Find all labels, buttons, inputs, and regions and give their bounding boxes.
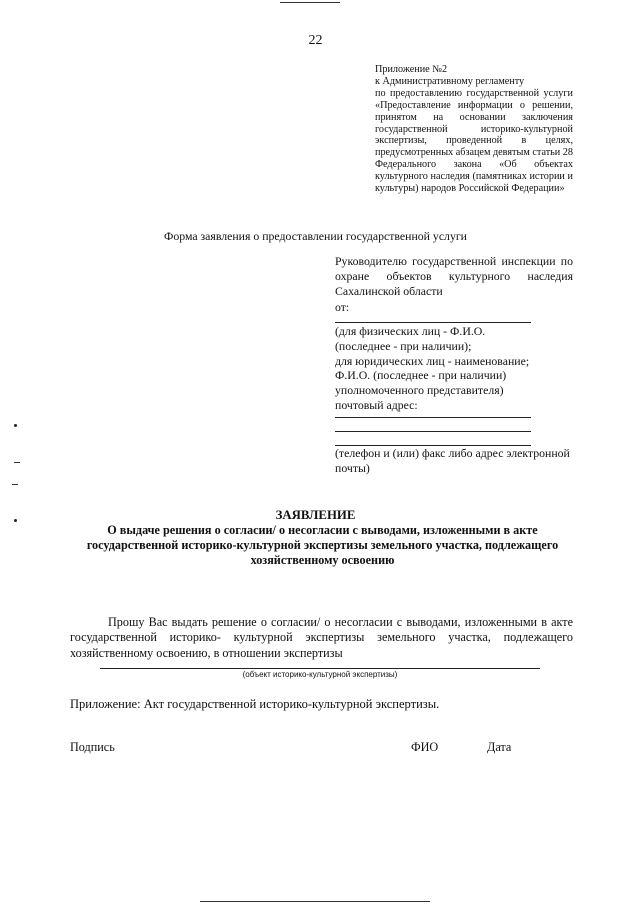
- from-label: от:: [335, 299, 350, 314]
- applicant-hint-line: уполномоченного представителя): [335, 383, 504, 398]
- applicant-hint-line: (последнее - при наличии);: [335, 338, 472, 353]
- object-line: [100, 668, 540, 669]
- request-text: Прошу Вас выдать решение о согласии/ о несогласии с выводами, изложенными в акте государственной историко- культурной экспертизы земельного участка, подлежащего хозяйственному освоению, в отношении экспертизы: [70, 615, 573, 660]
- postal-label: почтовый адрес:: [335, 397, 418, 412]
- address-line: [335, 417, 531, 418]
- scan-mark: [200, 901, 430, 902]
- appendix-line-1: к Административному регламенту: [375, 75, 525, 87]
- scan-mark: [14, 424, 17, 427]
- date-label: Дата: [487, 740, 512, 754]
- object-caption: (объект историко-культурной экспертизы): [242, 670, 398, 679]
- applicant-hint-line: (для физических лиц - Ф.И.О.: [335, 324, 486, 338]
- scan-mark: [12, 484, 18, 485]
- from-line: [335, 322, 531, 323]
- scan-mark: [14, 519, 17, 522]
- page-number: 22: [308, 33, 323, 48]
- appendix-line-2: по предоставлению государственной услуги «Предоставление информации о решении, принятом на основании заключения государственной историко-культурной экспертизы, проведенной в целях, предусмотренных абзацем девятым статьи 28 Федерального закона «Об объектах культурного наследия (памятниках истории и культуры) народов Российской Федерации»: [375, 87, 573, 195]
- scan-mark: [280, 2, 340, 3]
- applicant-hint: [335, 324, 573, 413]
- contact-hint: (телефон и (или) факс либо адрес электронной почты): [335, 446, 570, 475]
- statement-subtitle: О выдаче решения о согласии/ о несогласии с выводами, изложенными в акте государственной историко-культурной экспертизы земельного участка, подлежащего хозяйственному освоению: [86, 523, 559, 567]
- signature-label: Подпись: [70, 740, 115, 754]
- attachment-text: Приложение: Акт государственной историко-культурной экспертизы.: [70, 697, 440, 711]
- appendix-block: [375, 64, 573, 195]
- recipient-text: Руководителю государственной инспекции по охране объектов культурного наследия Сахалинской области: [335, 254, 573, 299]
- applicant-hint-line: Ф.И.О. (последнее - при наличии): [335, 368, 507, 383]
- request-paragraph: [70, 615, 573, 661]
- form-title: Форма заявления о предоставлении государственной услуги: [164, 229, 467, 243]
- address-line: [335, 431, 531, 432]
- applicant-hint-line: для юридических лиц - наименование;: [335, 353, 530, 368]
- scan-mark: [14, 462, 20, 463]
- statement-title: ЗАЯВЛЕНИЕ: [275, 508, 356, 522]
- addressee-block: [335, 254, 573, 315]
- name-label: ФИО: [411, 740, 439, 754]
- appendix-title: Приложение №2: [375, 64, 448, 75]
